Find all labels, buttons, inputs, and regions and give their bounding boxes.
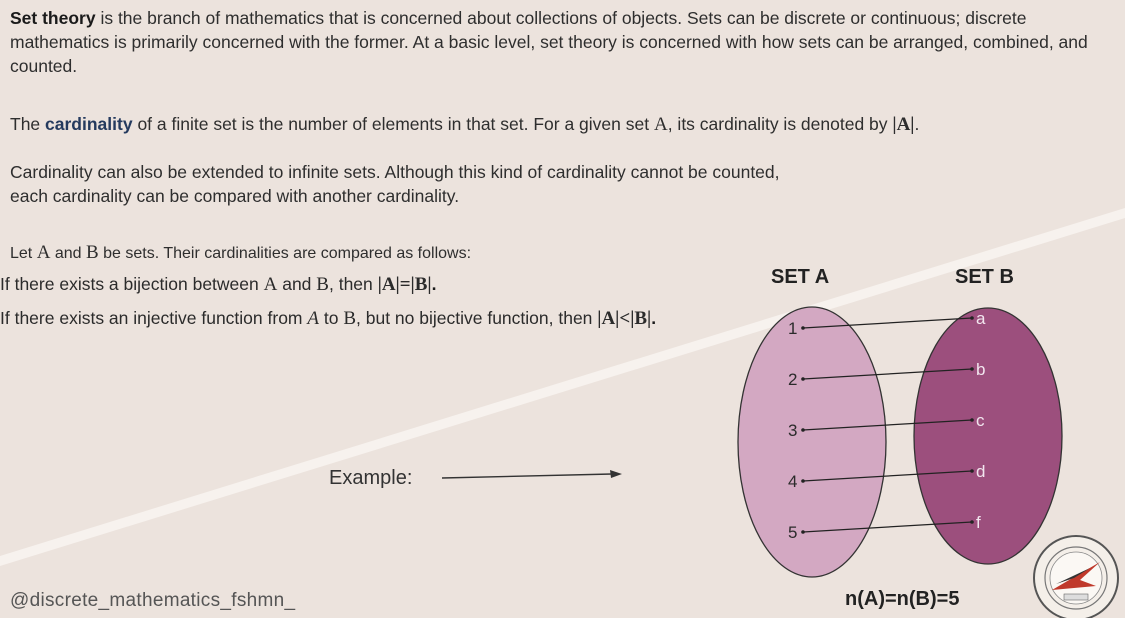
rule1-relation: |A|=|B| xyxy=(377,274,432,295)
set-b-ellipse xyxy=(914,308,1062,564)
rule2-set-a: A xyxy=(307,308,319,329)
rule-injection xyxy=(0,308,656,330)
cardinality-term: cardinality xyxy=(45,114,133,134)
rule1-and: and xyxy=(277,274,317,294)
set-a-element: 3 xyxy=(788,421,798,440)
set-theory-term: Set theory xyxy=(10,8,96,28)
set-a-ellipse xyxy=(738,307,886,577)
cardinality-mid: of a finite set is the number of elements in that set. For a given set xyxy=(132,114,654,134)
cardinality-pre: The xyxy=(10,114,46,134)
rule2-mid: , but no bijective function, then xyxy=(356,308,598,328)
cardinality-end: . xyxy=(914,114,920,134)
comparison-intro xyxy=(10,241,471,266)
set-b-element: a xyxy=(976,309,986,328)
intro-text: is the branch of mathematics that is concerned about collections of objects. Sets can be discrete or continuous; discrete mathematics is primarily concerned with the former. At a basic level, set theory is concerned with how sets can be arranged, combined, and counted. xyxy=(10,8,1088,76)
rule1-pre: If there exists a bijection between xyxy=(0,274,264,294)
set-b-title: SET B xyxy=(955,266,1014,288)
set-a-element: 2 xyxy=(788,370,798,389)
cardinality-paragraph xyxy=(10,112,1110,137)
element-dot xyxy=(970,418,974,422)
element-dot xyxy=(801,377,805,381)
rule1-mid: , then xyxy=(328,274,378,294)
rule2-end: . xyxy=(651,308,657,328)
set-a-element: 5 xyxy=(788,523,798,542)
set-b-element: b xyxy=(976,360,986,379)
set-a-title: SET A xyxy=(771,266,830,288)
element-dot xyxy=(801,530,805,534)
rule2-set-b: B xyxy=(343,308,356,329)
comparison-and: and xyxy=(50,245,87,262)
rule2-relation: |A|<|B| xyxy=(597,308,652,329)
set-a-element: 4 xyxy=(788,472,798,491)
rule1-end: . xyxy=(431,274,437,294)
cardinality-formula: n(A)=n(B)=5 xyxy=(845,588,960,610)
set-a-element: 1 xyxy=(788,319,798,338)
example-arrow xyxy=(442,470,622,478)
cardinality-post: , its cardinality is denoted by xyxy=(667,114,893,134)
comparison-intro-post: be sets. Their cardinalities are compared as follows: xyxy=(98,245,472,262)
example-label: Example: xyxy=(329,467,413,489)
account-handle: @discrete_mathematics_fshmn_ xyxy=(10,590,296,611)
set-b-element: f xyxy=(976,513,981,532)
cardinality-notation: |A| xyxy=(892,114,915,135)
element-dot xyxy=(970,520,974,524)
set-b-element: d xyxy=(976,462,986,481)
rule2-to: to xyxy=(318,308,344,328)
rule2-pre: If there exists an injective function from xyxy=(0,308,308,328)
element-dot xyxy=(970,469,974,473)
rule-bijection xyxy=(0,274,436,296)
comparison-intro-pre: Let xyxy=(10,245,37,262)
rule1-set-a: A xyxy=(263,274,278,295)
element-dot xyxy=(801,326,805,330)
comparison-set-b: B xyxy=(86,242,99,263)
element-dot xyxy=(970,316,974,320)
element-dot xyxy=(801,479,805,483)
set-a-symbol: A xyxy=(653,114,668,135)
set-b-element: c xyxy=(976,411,985,430)
element-dot xyxy=(970,367,974,371)
comparison-set-a: A xyxy=(36,242,51,263)
element-dot xyxy=(801,428,805,432)
rule1-set-b: B xyxy=(316,274,329,295)
intro-paragraph xyxy=(10,6,1110,78)
infinite-paragraph: Cardinality can also be extended to infinite sets. Although this kind of cardinality cannot be counted, each cardinality can be compared with another cardinality. xyxy=(10,162,780,206)
university-seal-icon xyxy=(1030,528,1122,618)
